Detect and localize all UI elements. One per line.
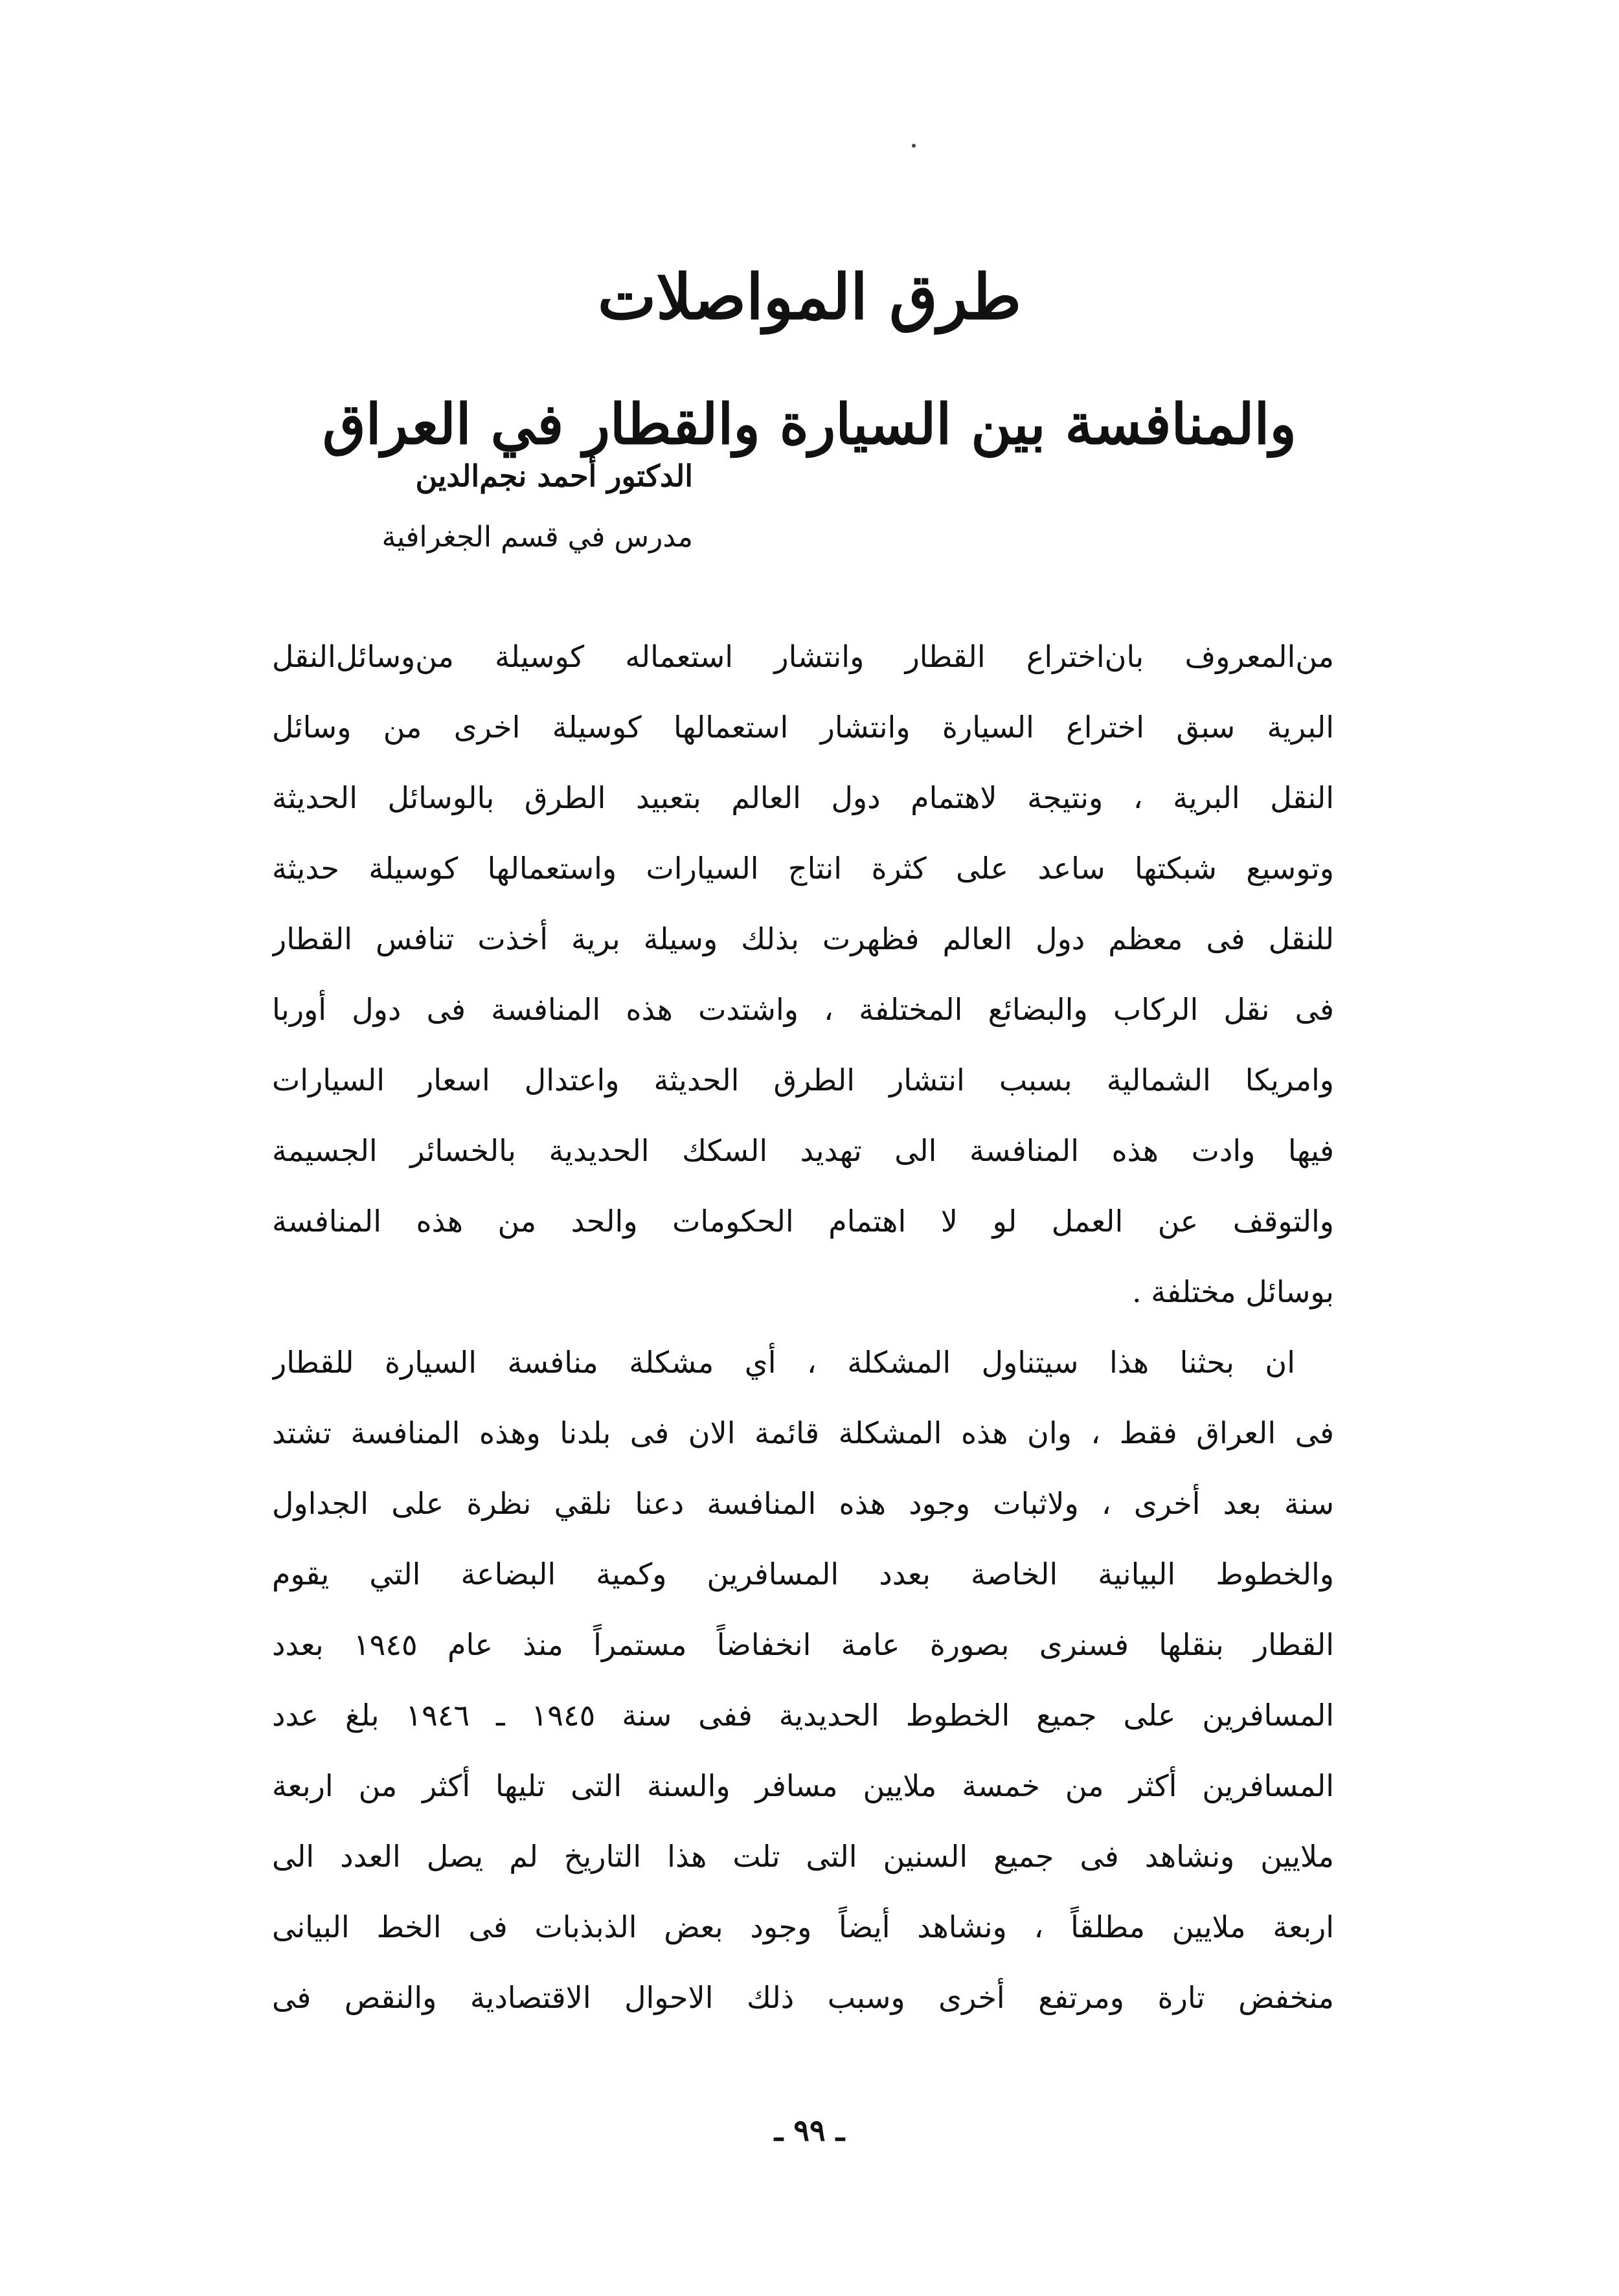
text-line: القطار بنقلها فسنرى بصورة عامة انخفاضاً مستمراً منذ عام ١٩٤٥ بعدد — [272, 1627, 1334, 1662]
author-role: مدرس في قسم الجغرافية — [381, 521, 693, 554]
text-line: المسافرين أكثر من خمسة ملايين مسافر والسنة التى تليها أكثر من اربعة — [272, 1768, 1334, 1803]
text-line: من‌المعروف بان‌اختراع القطار وانتشار استعماله كوسيلة من‌وسائل‌النقل — [272, 639, 1334, 674]
text-line: فيها وادت هذه المنافسة الى تهديد السكك الحديدية بالخسائر الجسيمة — [272, 1133, 1334, 1168]
text-line: البرية سبق اختراع السيارة وانتشار استعمالها كوسيلة اخرى من وسائل — [272, 710, 1334, 745]
text-line: والتوقف عن العمل لو لا اهتمام الحكومات والحد من هذه المنافسة — [272, 1204, 1334, 1239]
text-line: منخفض تارة ومرتفع أخرى وسبب ذلك الاحوال الاقتصادية والنقص فى — [272, 1980, 1334, 2015]
text-line: بوسائل مختلفة . — [1131, 1274, 1334, 1309]
paragraph-1 — [272, 622, 1334, 1327]
article-title: طرق المواصلات — [597, 260, 1022, 334]
body-text — [272, 622, 1334, 2033]
text-line: والخطوط البيانية الخاصة بعدد المسافرين وكمية البضاعة التي يقوم — [272, 1557, 1334, 1592]
text-line: فى نقل الركاب والبضائع المختلفة ، واشتدت هذه المنافسة فى دول أوربا — [272, 992, 1334, 1027]
text-line: وتوسيع شبكتها ساعد على كثرة انتاج السيارات واستعمالها كوسيلة حديثة — [272, 851, 1334, 886]
author-name: الدكتور أحمد نجم‌الدين — [415, 458, 693, 493]
text-line: للنقل فى معظم دول العالم فظهرت بذلك وسيلة برية أخذت تنافس القطار — [272, 921, 1334, 956]
text-line: المسافرين على جميع الخطوط الحديدية ففى سنة ١٩٤٥ ـ ١٩٤٦ بلغ عدد — [272, 1698, 1334, 1733]
text-line: وامريكا الشمالية بسبب انتشار الطرق الحديثة واعتدال اسعار السيارات — [272, 1063, 1334, 1097]
text-line: فى العراق فقط ، وان هذه المشكلة قائمة الان فى بلدنا وهذه المنافسة تشتد — [272, 1415, 1334, 1450]
paragraph-2 — [272, 1327, 1334, 2033]
text-line: ملايين ونشاهد فى جميع السنين التى تلت هذا التاريخ لم يصل العدد الى — [272, 1839, 1334, 1874]
text-line: ان بحثنا هذا سيتناول المشكلة ، أي مشكلة منافسة السيارة للقطار — [272, 1345, 1295, 1380]
text-line: سنة بعد أخرى ، ولاثبات وجود هذه المنافسة دعنا نلقي نظرة على الجداول — [272, 1486, 1334, 1521]
text-line: النقل البرية ، ونتيجة لاهتمام دول العالم بتعبيد الطرق بالوسائل الحديثة — [272, 780, 1334, 815]
speck-mark — [912, 144, 916, 148]
page-number: ـ ٩٩ ـ — [774, 2113, 845, 2148]
text-line: اربعة ملايين مطلقاً ، ونشاهد أيضاً وجود بعض الذبذبات فى الخط البيانى — [272, 1909, 1334, 1944]
article-subtitle: والمنافسة بين السيارة والقطار في العراق — [323, 392, 1296, 458]
